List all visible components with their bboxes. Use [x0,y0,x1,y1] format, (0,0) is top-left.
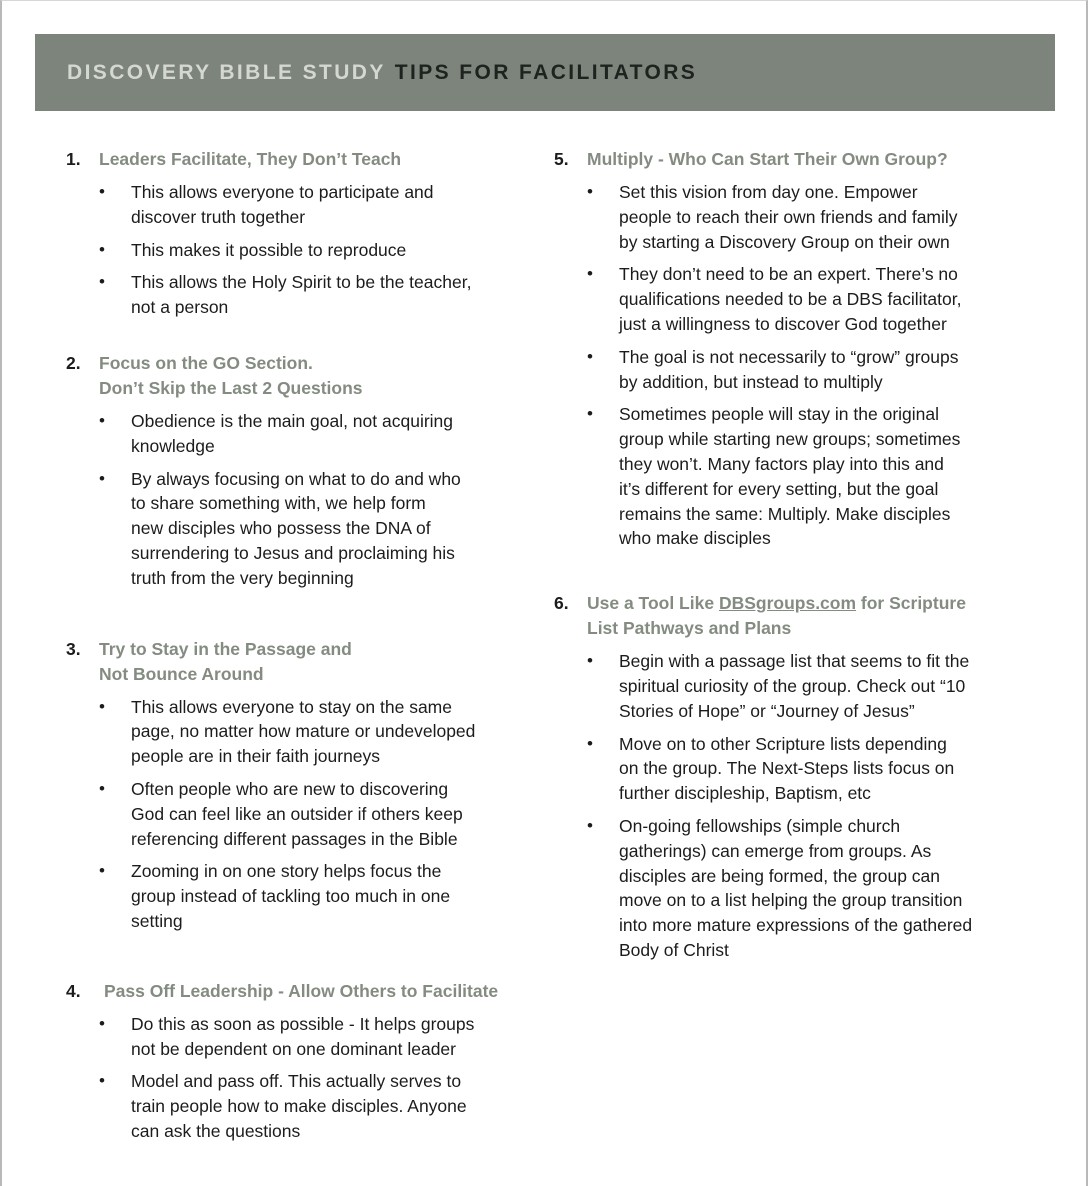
section-number: 1. [66,149,81,169]
bullet-text-line: by starting a Discovery Group on their own [619,231,950,252]
header-title-part1: DISCOVERY BIBLE STUDY [67,60,386,84]
bullet-text-line: qualifications needed to be a DBS facilitator, [619,289,962,310]
list-item [99,180,536,230]
list-item [587,402,1034,551]
bullet-text-line: new disciples who possess the DNA of [131,518,431,539]
right-column [554,147,1034,971]
list-item [99,1069,536,1143]
section-title-line: Pass Off Leadership - Allow Others to Facilitate [104,980,499,1001]
bullet-text-line: to share something with, we help form [131,493,426,514]
section-title-prefix: Use a Tool Like [587,593,719,614]
bullet-list [66,1012,536,1144]
bullet-text-line: it’s different for every setting, but the goal [619,478,939,499]
list-item [99,777,536,851]
bullet-text-line: group instead of tackling too much in one [131,886,451,907]
list-item [587,814,1034,963]
list-item [587,345,1034,395]
bullet-text-line: God can feel like an outsider if others keep [131,803,463,824]
bullet-text-line: page, no matter how mature or undeveloped [131,721,476,742]
section-title-line: Leaders Facilitate, They Don’t Teach [99,149,402,169]
bullet-text-line: truth from the very beginning [131,567,354,588]
list-item [99,238,536,263]
bullet-text-line: remains the same: Multiply. Make disciples [619,503,951,524]
bullet-list [66,180,536,320]
bullet-text-line: just a willingness to discover God together [619,313,947,334]
section-4 [66,979,536,1144]
bullet-text-line: on the group. The Next-Steps lists focus on [619,758,955,779]
section-5 [554,147,1034,551]
list-item [99,467,536,591]
bullet-text-line: • Sometimes people will stay in the original [619,404,940,425]
section-title [554,147,1034,172]
list-item [587,180,1034,254]
bullet-text-line: • Model and pass off. This actually serves to [131,1071,462,1092]
header-title-part2: TIPS FOR FACILITATORS [394,60,698,84]
section-number: 2. [66,352,81,373]
bullet-text-line: can ask the questions [131,1120,301,1141]
section-number: 3. [66,638,81,659]
bullet-text-line: Stories of Hope” or “Journey of Jesus” [619,700,915,721]
bullet-text-line: setting [131,910,183,931]
bullet-text-line: gatherings) can emerge from groups. As [619,840,932,861]
bullet-text-line: further discipleship, Baptism, etc [619,783,871,804]
bullet-text-line: people to reach their own friends and family [619,206,958,227]
bullet-text-line: • Begin with a passage list that seems to fit the [619,651,970,672]
section-title-line [587,591,1034,616]
section-title-suffix: for Scripture [856,593,966,614]
list-item [99,270,536,320]
section-title-line: Not Bounce Around [99,663,264,684]
list-item [99,859,536,933]
section-title-line: Don’t Skip the Last 2 Questions [99,377,363,398]
bullet-text-line: Body of Christ [619,939,729,960]
left-column [66,147,536,1152]
bullet-text-line: not a person [131,297,229,318]
section-title [66,147,536,172]
bullet-text-line: they won’t. Many factors play into this and [619,453,944,474]
section-title-line: List Pathways and Plans [587,618,792,639]
bullet-text-line: • On-going fellowships (simple church [619,815,901,836]
bullet-text-line: move on to a list helping the group transition [619,890,963,911]
dbsgroups-link[interactable]: DBSgroups.com [718,593,857,614]
bullet-text-line: by addition, but instead to multiply [619,371,883,392]
bullet-text-line: people are in their faith journeys [131,746,381,767]
bullet-text-line: into more mature expressions of the gathered [619,915,973,936]
bullet-text-line: not be dependent on one dominant leader [131,1038,456,1059]
list-item [587,649,1034,723]
section-title [66,637,536,687]
section-6 [554,591,1034,963]
list-item [587,262,1034,336]
bullet-text-line: • Do this as soon as possible - It helps groups [131,1013,475,1034]
bullet-text-line: • This allows everyone to stay on the same [131,696,452,717]
bullet-text-line: referencing different passages in the Bible [131,828,458,849]
bullet-text-line: train people how to make disciples. Anyone [131,1096,467,1117]
section-1 [66,147,536,320]
list-item [99,695,536,769]
bullet-text-line: • This makes it possible to reproduce [131,239,407,260]
bullet-text-line: • Zooming in on one story helps focus the [131,861,442,882]
bullet-list [66,409,536,591]
list-item [587,732,1034,806]
bullet-text-line: • Obedience is the main goal, not acquiring [131,410,454,431]
bullet-text-line: • By always focusing on what to do and who [131,468,461,489]
section-number: 4. [66,980,81,1001]
section-title [554,591,1034,641]
section-title-line: Try to Stay in the Passage and [99,638,352,659]
bullet-text-line: • This allows the Holy Spirit to be the teacher, [131,272,472,293]
bullet-text-line: • Set this vision from day one. Empower [619,182,918,202]
section-title [66,351,536,401]
bullet-text-line: knowledge [131,435,215,456]
header-banner [35,34,1055,111]
bullet-list [66,695,536,934]
section-3 [66,637,536,934]
section-2 [66,351,536,591]
section-title-line: Focus on the GO Section. [99,352,313,373]
section-number: 6. [554,593,569,614]
bullet-text-line: • Often people who are new to discovering [131,778,449,799]
list-item [99,1012,536,1062]
bullet-text-line: spiritual curiosity of the group. Check out “10 [619,675,966,696]
bullet-text-line: • They don’t need to be an expert. There’s no [619,264,958,285]
bullet-text-line: • This allows everyone to participate and [131,182,434,202]
bullet-text-line: disciples are being formed, the group can [619,865,941,886]
section-title-line: Multiply - Who Can Start Their Own Group? [587,149,948,169]
list-item [99,409,536,459]
section-title [66,979,536,1004]
bullet-text-line: group while starting new groups; sometimes [619,429,961,450]
bullet-text-line: • The goal is not necessarily to “grow” groups [619,346,959,367]
section-number: 5. [554,149,569,169]
bullet-text-line: who make disciples [619,528,771,549]
bullet-text-line: discover truth together [131,206,306,227]
bullet-list [554,180,1034,551]
bullet-text-line: surrendering to Jesus and proclaiming his [131,542,455,563]
bullet-list [554,649,1034,963]
bullet-text-line: • Move on to other Scripture lists depending [619,733,947,754]
